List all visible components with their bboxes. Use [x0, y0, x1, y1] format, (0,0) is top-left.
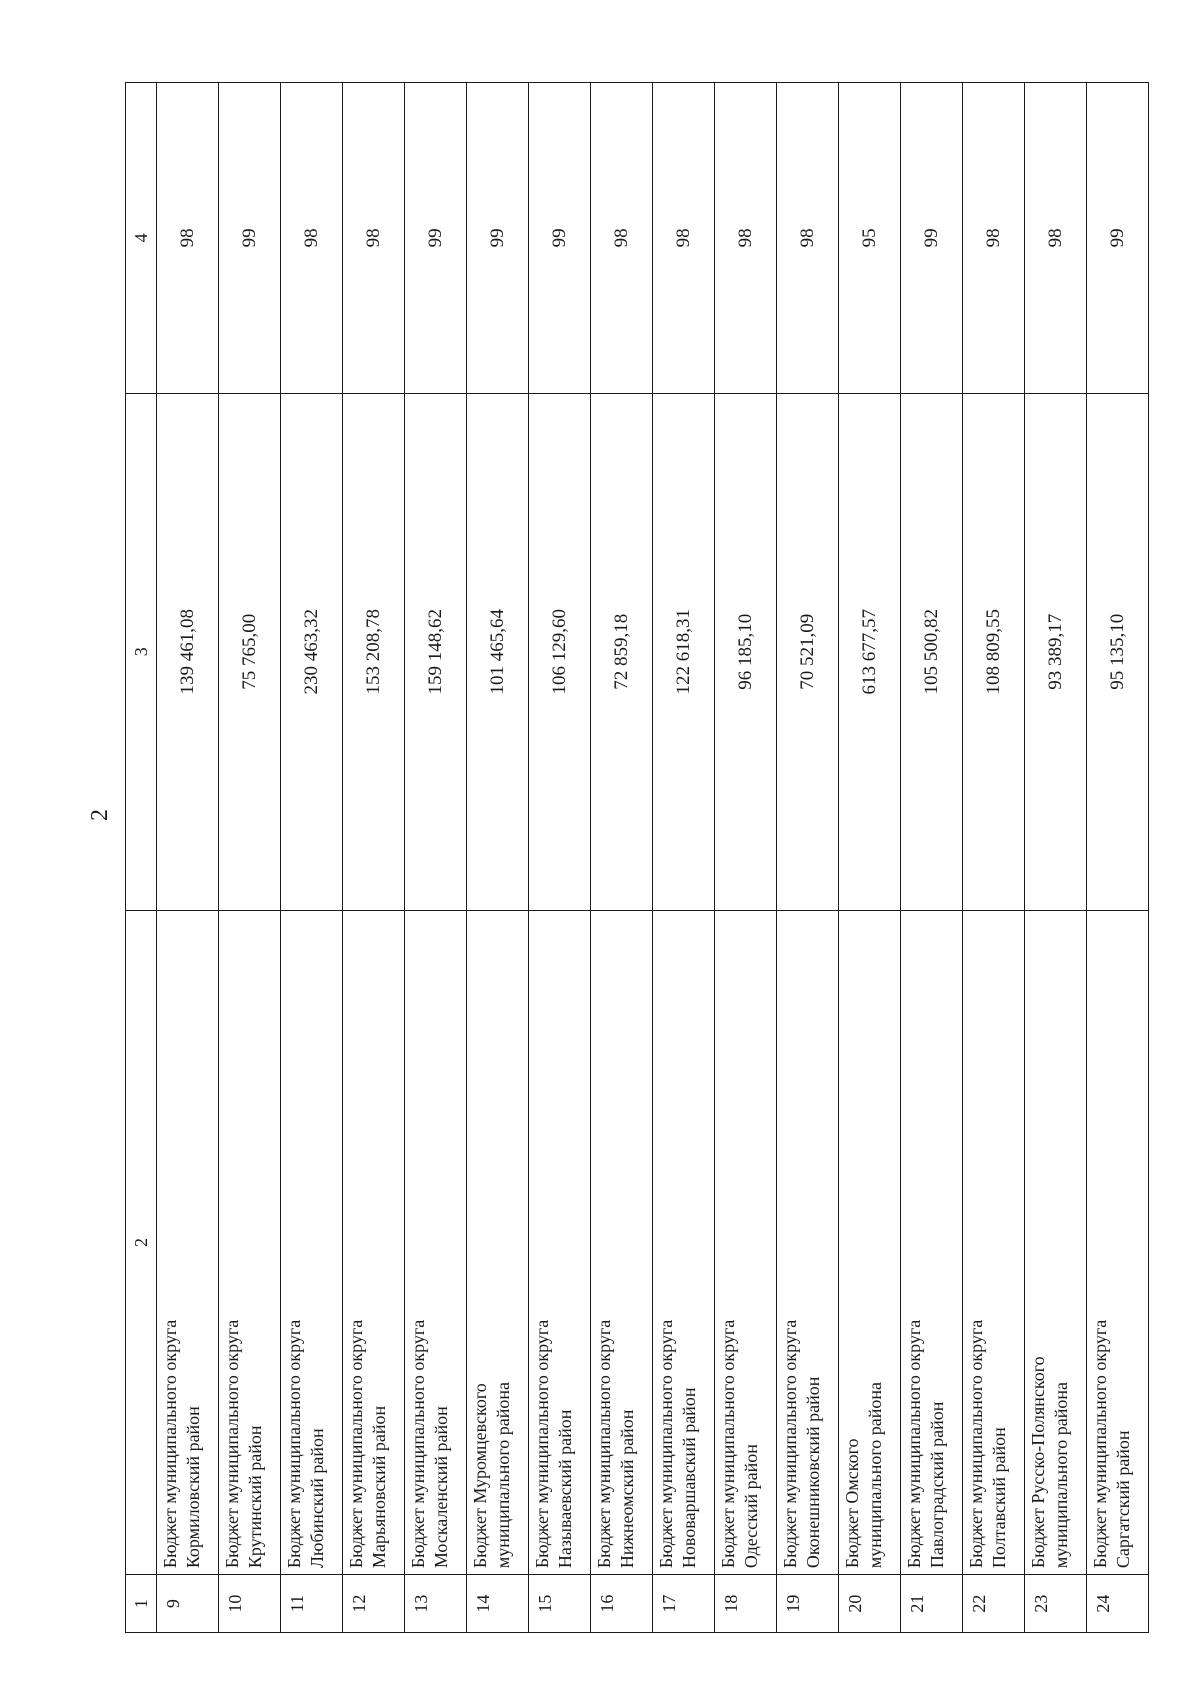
budget-name-line: Бюджет муниципального округа: [222, 1319, 242, 1569]
amount-cell: 70 521,09: [777, 393, 839, 910]
table-row: [715, 83, 777, 1633]
budget-name-line: муниципального района: [1051, 1381, 1071, 1569]
budget-name-cell: [715, 910, 777, 1574]
budget-name-line: Бюджет муниципального округа: [904, 1319, 924, 1569]
budget-name-line: Москаленский район: [431, 1406, 451, 1569]
amount-cell: 75 765,00: [219, 393, 281, 910]
percent-cell: 98: [281, 83, 343, 394]
row-number-cell: 14: [467, 1575, 529, 1633]
budget-name-line: Одесский район: [741, 1444, 761, 1569]
page-number: 2: [87, 809, 113, 821]
row-number-cell: 23: [1025, 1575, 1087, 1633]
budget-name-line: Бюджет муниципального округа: [346, 1319, 366, 1569]
amount-cell: 106 129,60: [529, 393, 591, 910]
budget-name-line: Крутинский район: [245, 1425, 265, 1569]
budget-name-line: Оконешниковский район: [803, 1376, 823, 1569]
percent-cell: 99: [529, 83, 591, 394]
percent-cell: 99: [467, 83, 529, 394]
budget-name-line: Павлоградский район: [927, 1401, 947, 1569]
budget-name-line: Бюджет муниципального округа: [780, 1319, 800, 1569]
row-number-cell: 19: [777, 1575, 839, 1633]
header-cell-4: 4: [126, 83, 157, 394]
amount-cell: 139 461,08: [157, 393, 219, 910]
table-row: [901, 83, 963, 1633]
table-row: [405, 83, 467, 1633]
table-row: [777, 83, 839, 1633]
budget-name-cell: [467, 910, 529, 1574]
budget-name-line: Бюджет муниципального округа: [1090, 1319, 1110, 1569]
header-cell-1: 1: [126, 1575, 157, 1633]
budget-name-cell: [1025, 910, 1087, 1574]
budget-name-line: Бюджет муниципального округа: [594, 1319, 614, 1569]
budget-name-line: Полтавский район: [989, 1427, 1009, 1569]
percent-cell: 98: [653, 83, 715, 394]
table-row: [839, 83, 901, 1633]
row-number-cell: 10: [219, 1575, 281, 1633]
table-row: [653, 83, 715, 1633]
amount-cell: 96 185,10: [715, 393, 777, 910]
row-number-cell: 15: [529, 1575, 591, 1633]
budget-name-cell: [901, 910, 963, 1574]
amount-cell: 153 208,78: [343, 393, 405, 910]
table-row: [529, 83, 591, 1633]
table-row: [467, 83, 529, 1633]
percent-cell: 99: [219, 83, 281, 394]
amount-cell: 122 618,31: [653, 393, 715, 910]
amount-cell: 95 135,10: [1087, 393, 1149, 910]
budget-name-line: Бюджет муниципального округа: [532, 1319, 552, 1569]
budget-name-line: Бюджет Муромцевского: [470, 1383, 490, 1569]
budget-table: [125, 82, 1149, 1633]
percent-cell: 98: [715, 83, 777, 394]
budget-name-cell: [529, 910, 591, 1574]
budget-name-cell: [405, 910, 467, 1574]
budget-name-cell: [219, 910, 281, 1574]
percent-cell: 98: [343, 83, 405, 394]
percent-cell: 98: [963, 83, 1025, 394]
budget-name-cell: [281, 910, 343, 1574]
row-number-cell: 12: [343, 1575, 405, 1633]
budget-table-container: [125, 82, 1133, 1633]
percent-cell: 99: [1087, 83, 1149, 394]
budget-name-line: Бюджет Русско-Полянского: [1028, 1356, 1048, 1569]
row-number-cell: 20: [839, 1575, 901, 1633]
table-row: [1087, 83, 1149, 1633]
budget-name-line: Нововаршавский район: [679, 1387, 699, 1569]
percent-cell: 98: [591, 83, 653, 394]
percent-cell: 99: [405, 83, 467, 394]
budget-name-line: Саргатский район: [1113, 1430, 1133, 1569]
budget-name-cell: [1087, 910, 1149, 1574]
percent-cell: 95: [839, 83, 901, 394]
header-cell-2: 2: [126, 910, 157, 1574]
percent-cell: 98: [157, 83, 219, 394]
budget-name-line: Бюджет Омского: [842, 1438, 862, 1569]
budget-name-line: муниципального района: [493, 1381, 513, 1569]
percent-cell: 98: [1025, 83, 1087, 394]
budget-name-line: Бюджет муниципального округа: [160, 1319, 180, 1569]
percent-cell: 98: [777, 83, 839, 394]
budget-name-cell: [839, 910, 901, 1574]
budget-name-line: Бюджет муниципального округа: [408, 1319, 428, 1569]
amount-cell: 72 859,18: [591, 393, 653, 910]
budget-name-line: Бюджет муниципального округа: [656, 1319, 676, 1569]
row-number-cell: 13: [405, 1575, 467, 1633]
budget-name-line: Бюджет муниципального округа: [966, 1319, 986, 1569]
table-row: [219, 83, 281, 1633]
budget-name-line: Любинский район: [307, 1428, 327, 1569]
row-number-cell: 9: [157, 1575, 219, 1633]
amount-cell: 613 677,57: [839, 393, 901, 910]
table-row: [157, 83, 219, 1633]
row-number-cell: 18: [715, 1575, 777, 1633]
amount-cell: 159 148,62: [405, 393, 467, 910]
row-number-cell: 17: [653, 1575, 715, 1633]
row-number-cell: 22: [963, 1575, 1025, 1633]
budget-name-cell: [777, 910, 839, 1574]
budget-name-line: Кормиловский район: [183, 1406, 203, 1569]
budget-name-line: Называевский район: [555, 1409, 575, 1569]
amount-cell: 101 465,64: [467, 393, 529, 910]
budget-name-line: Бюджет муниципального округа: [718, 1319, 738, 1569]
amount-cell: 108 809,55: [963, 393, 1025, 910]
budget-name-line: Марьяновский район: [369, 1405, 389, 1569]
table-header-row: [126, 83, 157, 1633]
amount-cell: 93 389,17: [1025, 393, 1087, 910]
row-number-cell: 24: [1087, 1575, 1149, 1633]
budget-name-cell: [343, 910, 405, 1574]
budget-name-line: Бюджет муниципального округа: [284, 1319, 304, 1569]
budget-name-cell: [963, 910, 1025, 1574]
percent-cell: 99: [901, 83, 963, 394]
amount-cell: 230 463,32: [281, 393, 343, 910]
budget-name-line: муниципального района: [865, 1381, 885, 1569]
row-number-cell: 11: [281, 1575, 343, 1633]
row-number-cell: 21: [901, 1575, 963, 1633]
row-number-cell: 16: [591, 1575, 653, 1633]
table-row: [343, 83, 405, 1633]
table-row: [963, 83, 1025, 1633]
table-row: [1025, 83, 1087, 1633]
budget-name-cell: [157, 910, 219, 1574]
budget-name-line: Нижнеомский район: [617, 1409, 637, 1569]
budget-name-cell: [653, 910, 715, 1574]
amount-cell: 105 500,82: [901, 393, 963, 910]
table-row: [281, 83, 343, 1633]
table-row: [591, 83, 653, 1633]
header-cell-3: 3: [126, 393, 157, 910]
budget-name-cell: [591, 910, 653, 1574]
